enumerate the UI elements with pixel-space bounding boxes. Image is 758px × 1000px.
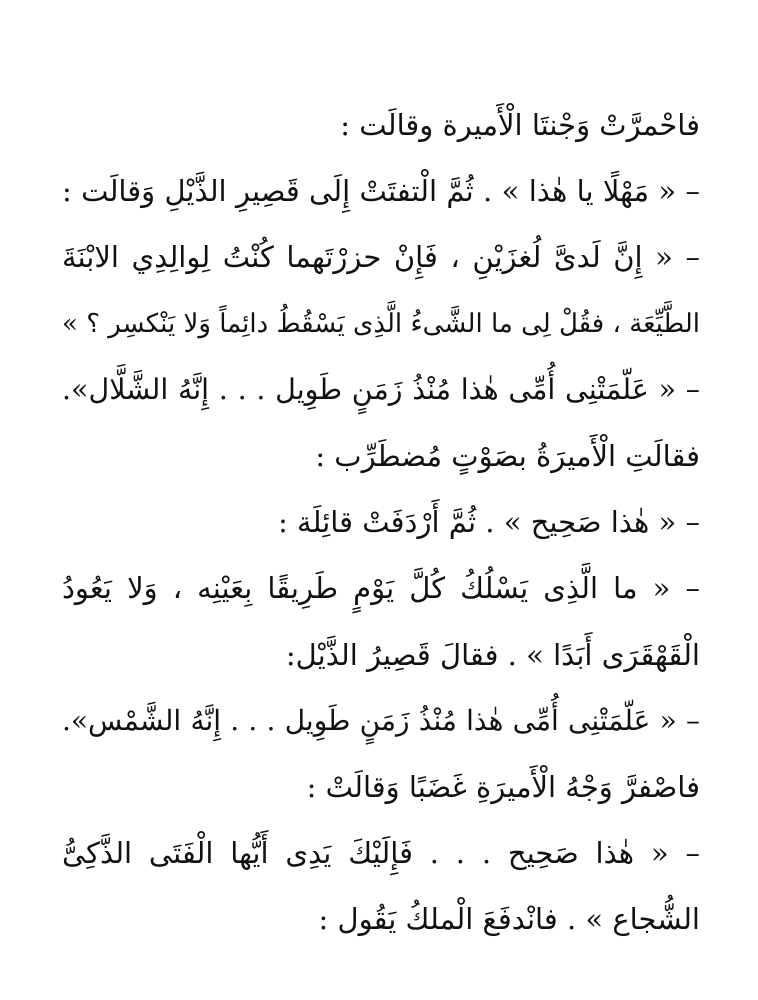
text-line: الطَّيِّعَة ، فقُلْ لِى ما الشَّىءُ الَّذِى يَسْقُطُ دائِماً وَلا يَنْكسِر ؟ » xyxy=(62,308,700,339)
text-line: – « عَلّمَتْنِى أُمِّى هٰذا مُنْذُ زَمَنٍ طَوِيل . . . إِنَّهُ الشَّمْس». xyxy=(62,703,700,737)
text-line: فقالَتِ الْأَميرَةُ بصَوْتٍ مُضطَرِّب : xyxy=(315,438,700,473)
text-line: – « مَهْلًا يا هٰذا » . ثُمَّ الْتفتَتْ إِلَى قَصِيرِ الذَّيْلِ وَقالَت : xyxy=(62,174,700,209)
text-line: فاحْمرَّتْ وَجْنتَا الْأَميرة وقالَت : xyxy=(340,108,700,142)
text-line: فاصْفرَّ وَجْهُ الْأَميرَةِ غَضَبًا وَقالَتْ : xyxy=(306,769,700,804)
text-line: – « هٰذا صَحِيح » . ثُمَّ أَرْدَفَتْ قائِلَة : xyxy=(278,505,700,540)
text-line: – « إِنَّ لَدىَّ لُغزَيْنِ ، فَإِنْ حزرْتَهما كُنْتُ لِوالِدِي الابْنَةَ xyxy=(62,240,700,275)
text-line: الشُّجاع » . فانْدفَعَ الْملكُ يَقُول : xyxy=(318,902,700,937)
text-line: – « هٰذا صَحِيح . . . فَإِلَيْكَ يَدِى أَيُّها الْفَتَى الذَّكِىُّ xyxy=(62,836,700,871)
text-line: – « عَلّمَتْنِى أُمِّى هٰذا مُنْذُ زَمَنٍ طَوِيل . . . إِنَّهُ الشَّلَّال». xyxy=(62,372,700,406)
text-line: الْقَهْقَرَى أَبَدًا » . فقالَ قَصِيرُ الذَّيْل: xyxy=(285,637,700,672)
text-line: – « ما الَّذِى يَسْلُكُ كُلَّ يَوْمٍ طَرِيقًا بِعَيْنِه ، وَلا يَعُودُ xyxy=(62,571,700,606)
page-text-body xyxy=(62,92,700,952)
